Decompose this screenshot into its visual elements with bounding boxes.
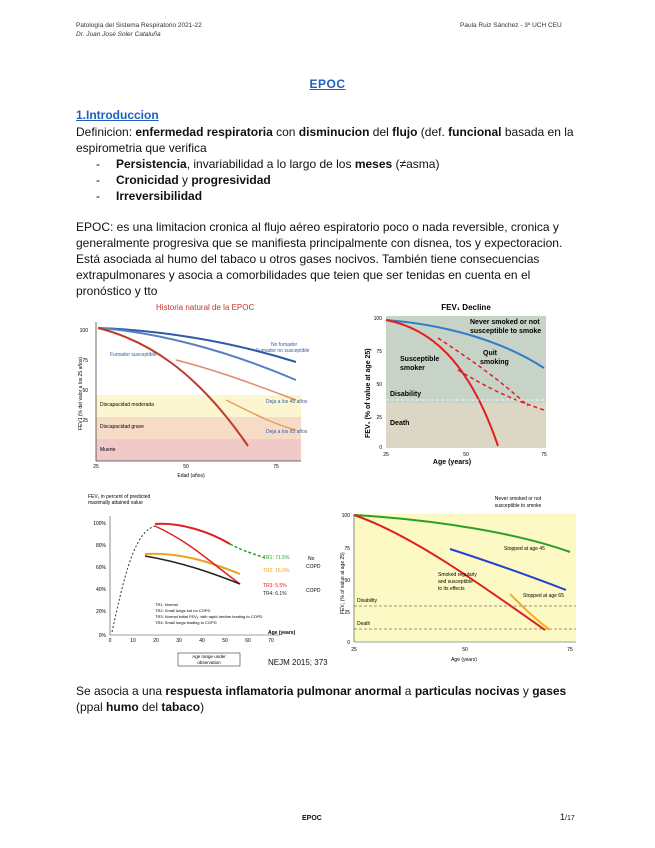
svg-text:TR4: 6.1%: TR4: 6.1%: [263, 591, 287, 597]
label-grave: Discapacidad grave: [100, 424, 144, 430]
svg-text:75: 75: [344, 546, 350, 552]
svg-text:70: 70: [268, 638, 274, 644]
svg-text:75: 75: [376, 349, 382, 355]
svg-text:susceptible to smoke: susceptible to smoke: [494, 503, 542, 509]
fig2-title: FEV₁ Decline: [441, 303, 491, 312]
svg-text:Susceptible: Susceptible: [400, 356, 440, 363]
svg-text:50: 50: [376, 382, 382, 388]
svg-text:0: 0: [379, 445, 382, 451]
svg-text:100: 100: [373, 316, 382, 322]
page-title: EPOC: [309, 77, 346, 91]
fig2-ylabel: FEV₁ (% of value at age 25): [365, 348, 372, 438]
inflammation-paragraph: Se asocia a una respuesta inflamatoria pulmonar anormal a particulas nocivas y gases (ppal humo del tabaco): [76, 684, 567, 714]
svg-text:Quit: Quit: [483, 350, 497, 357]
svg-text:50: 50: [183, 464, 189, 470]
svg-text:Never smoked or not: Never smoked or not: [494, 496, 542, 502]
svg-text:Death: Death: [390, 420, 410, 427]
line-tr2: [145, 554, 240, 574]
svg-text:Smoked regularly: Smoked regularly: [438, 572, 477, 578]
svg-text:50: 50: [463, 452, 469, 458]
svg-text:40: 40: [199, 638, 205, 644]
svg-text:60: 60: [245, 638, 251, 644]
label-deja65: Deja a los 65 años: [266, 429, 308, 435]
bullet-persistencia: - Persistencia, invariabilidad a lo largo de los meses (≠asma): [96, 157, 440, 171]
figure-historia-natural: [76, 300, 336, 485]
svg-text:10: 10: [130, 638, 136, 644]
svg-text:smoker: smoker: [400, 365, 425, 372]
svg-text:20%: 20%: [95, 609, 106, 615]
svg-text:observation: observation: [197, 660, 221, 665]
svg-text:smoking: smoking: [480, 359, 509, 366]
figure-trajectories: [80, 492, 340, 672]
svg-text:TR2: 16.9%: TR2: 16.9%: [263, 568, 290, 574]
bullet-cronicidad: - Cronicidad y progresividad: [96, 173, 271, 187]
svg-text:0: 0: [108, 638, 112, 644]
epoc-paragraph: EPOC: es una limitacion cronica al flujo aéreo espiratorio poco o nada reversible, cronica y generalmente progresiva que se manifiesta principalmente con disnea, tos y expectoracion. Está asociada al humo del tabaco u otros gases nocivos. También tiene consecuencias extrapulmonares y asocia a comorbilidades que teien que ser tenidas en cuenta en el pronóstico y tto: [76, 220, 563, 298]
svg-text:100: 100: [341, 513, 350, 519]
label-muerte: Muerte: [100, 447, 116, 453]
svg-text:25: 25: [82, 418, 88, 424]
svg-text:25: 25: [376, 415, 382, 421]
definition-paragraph: Definicion: enfermedad respiratoria con disminucion del flujo (def. funcional basada en la espirometria que verifica: [76, 125, 574, 155]
svg-text:80%: 80%: [95, 543, 106, 549]
svg-text:0%: 0%: [98, 633, 106, 639]
figure-reference: NEJM 2015; 373: [268, 658, 328, 667]
svg-text:25: 25: [93, 464, 99, 470]
svg-text:TR4: Small lungs leading to CO: TR4: Small lungs leading to COPD: [155, 620, 217, 625]
line-tr3: [155, 524, 230, 544]
line-tr4: [145, 556, 240, 584]
line-tr1: [230, 544, 265, 558]
header-professor: Dr. Juan José Soler Cataluña: [76, 31, 161, 38]
fig1-ylabel: FEV1 (% del valor a los 25 años): [78, 356, 84, 430]
header-course: Patología del Sistema Respiratorio 2021-22: [76, 22, 202, 29]
fig3-xlabel: Age (years): [268, 630, 296, 636]
svg-text:50: 50: [344, 578, 350, 584]
label-discapacidad: Discapacidad moderada: [100, 402, 154, 408]
svg-text:TR1: Normal: TR1: Normal: [155, 602, 178, 607]
svg-text:Death: Death: [357, 621, 371, 627]
svg-text:No: No: [308, 556, 315, 562]
svg-text:TR1: 71.5%: TR1: 71.5%: [263, 555, 290, 561]
label-no-fumador: No fumador: [271, 342, 298, 348]
svg-text:75: 75: [273, 464, 279, 470]
fig1-title: Historia natural de la EPOC: [156, 303, 255, 312]
figure-fev1-stop: [340, 494, 580, 672]
svg-text:Stopped at age 45: Stopped at age 45: [504, 546, 545, 552]
line-deja45: [176, 360, 296, 400]
header-author: Paula Ruiz Sánchez - 3º UCH CEU: [460, 22, 562, 29]
band-muerte: [96, 439, 301, 461]
svg-text:susceptible to smoke: susceptible to smoke: [470, 328, 542, 335]
svg-text:COPD: COPD: [306, 564, 321, 570]
svg-text:0: 0: [347, 640, 350, 646]
label-fumador-sus: Fumador susceptible: [110, 352, 157, 358]
bullet-irreversibilidad: - Irreversibilidad: [96, 189, 203, 203]
svg-text:25: 25: [344, 610, 350, 616]
svg-text:TR3: 5.5%: TR3: 5.5%: [263, 583, 287, 589]
svg-text:TR3: Normal initial FEV₁, with: TR3: Normal initial FEV₁, with rapid decline leading to COPD: [155, 614, 263, 619]
svg-text:FEV₁ in percent of predicted: FEV₁ in percent of predicted: [88, 494, 151, 500]
svg-text:75: 75: [567, 647, 573, 653]
svg-text:20: 20: [153, 638, 159, 644]
svg-text:50: 50: [222, 638, 228, 644]
svg-text:Never smoked or not: Never smoked or not: [470, 319, 540, 326]
svg-text:Disability: Disability: [357, 598, 378, 604]
plot-bg: [354, 514, 576, 642]
svg-text:Disability: Disability: [390, 391, 422, 398]
fig4-ylabel: FEV₁ (% of value at age 25): [340, 552, 346, 614]
svg-text:maximally attained value: maximally attained value: [88, 500, 143, 506]
label-deja45: Deja a los 45 años: [266, 399, 308, 405]
section-heading: 1.Introduccion: [76, 108, 159, 122]
page-number: 1/17: [560, 812, 575, 822]
figure-fev1-decline: [358, 298, 558, 468]
svg-text:100: 100: [79, 328, 88, 334]
svg-text:75: 75: [82, 358, 88, 364]
svg-text:Age range under: Age range under: [192, 654, 226, 659]
svg-text:and susceptible: and susceptible: [438, 579, 473, 585]
svg-text:to its effects: to its effects: [438, 586, 465, 592]
svg-text:40%: 40%: [95, 587, 106, 593]
svg-text:25: 25: [383, 452, 389, 458]
svg-text:50: 50: [462, 647, 468, 653]
svg-text:100%: 100%: [93, 521, 106, 527]
footer-title: EPOC: [302, 815, 322, 822]
fig2-xlabel: Age (years): [432, 459, 472, 466]
fig1-xlabel: Edad (años): [177, 473, 205, 479]
svg-text:COPD: COPD: [306, 588, 321, 594]
svg-text:60%: 60%: [95, 565, 106, 571]
svg-text:30: 30: [176, 638, 182, 644]
svg-text:50: 50: [82, 388, 88, 394]
label-fumador-no-sus: Fumador no susceptible: [256, 348, 310, 354]
fig4-xlabel: Age (years): [451, 657, 477, 663]
svg-text:25: 25: [351, 647, 357, 653]
svg-text:Stopped at age 65: Stopped at age 65: [523, 593, 564, 599]
svg-text:TR2: Small lungs but no COPD: TR2: Small lungs but no COPD: [155, 608, 211, 613]
svg-text:75: 75: [541, 452, 547, 458]
